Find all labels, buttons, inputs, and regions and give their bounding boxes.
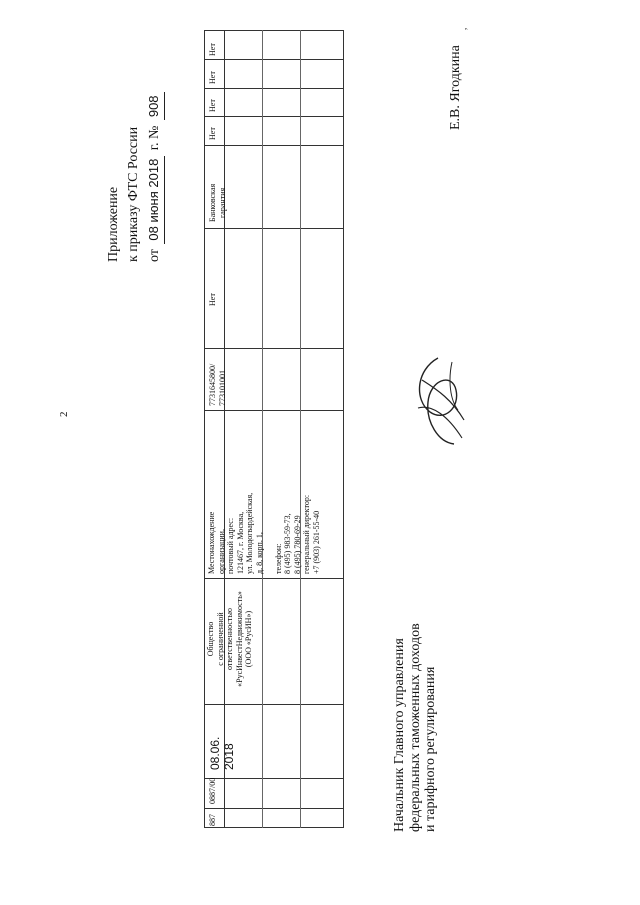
cell-reg-number: 0887/00	[208, 777, 217, 804]
approval-year-suffix: г.	[147, 142, 162, 151]
cell-date: 08.06. 2018	[208, 736, 236, 770]
cell-inn-kpp: 7731645800/ 773101001	[208, 363, 227, 406]
cell-org-name: Общество с ограниченной ответственностью «РусИнвестНедвижимость» (ООО «РусИН»)	[206, 591, 253, 687]
chief-line-3: и тарифного регулирования	[423, 666, 438, 832]
approval-title: Приложение	[106, 186, 121, 262]
registry-table	[204, 30, 344, 828]
signer-name: Е.В. Ягодкина	[448, 45, 463, 130]
cell-address: Местонахождение организации, почтовый адрес: 121467, г. Москва, ул. Молодогвардейская, д. 8, корп. 1, телефон: 8 (495) 983-59-73, 8 (495) 780-69-29 генеральный директор: +7 (903) 261-55-40	[207, 492, 321, 574]
chief-line-1: Начальник Главного управления	[392, 638, 407, 832]
corner-mark: ,	[458, 27, 468, 30]
cell-net-2: Нет	[208, 127, 217, 140]
cell-net-4: Нет	[208, 71, 217, 84]
cell-net-5: Нет	[208, 43, 217, 56]
chief-line-2: федеральных таможенных доходов	[407, 623, 423, 832]
approval-from-label: от	[147, 249, 162, 262]
approval-number-sign: №	[147, 125, 162, 140]
handwritten-signature	[408, 350, 468, 450]
approval-day: 08 июня 2018	[144, 156, 165, 244]
chief-position	[392, 572, 439, 832]
cell-index: 887	[208, 814, 217, 826]
cell-net-1: Нет	[208, 293, 217, 306]
approval-order-ref: к приказу ФТС России	[126, 126, 141, 262]
cell-net-3: Нет	[208, 99, 217, 112]
approval-date-line	[144, 22, 165, 262]
approval-header	[104, 22, 165, 262]
cell-guarantee: Банковская гарантия	[208, 183, 227, 222]
page-number: 2	[58, 411, 70, 417]
approval-number: 908	[144, 92, 165, 120]
